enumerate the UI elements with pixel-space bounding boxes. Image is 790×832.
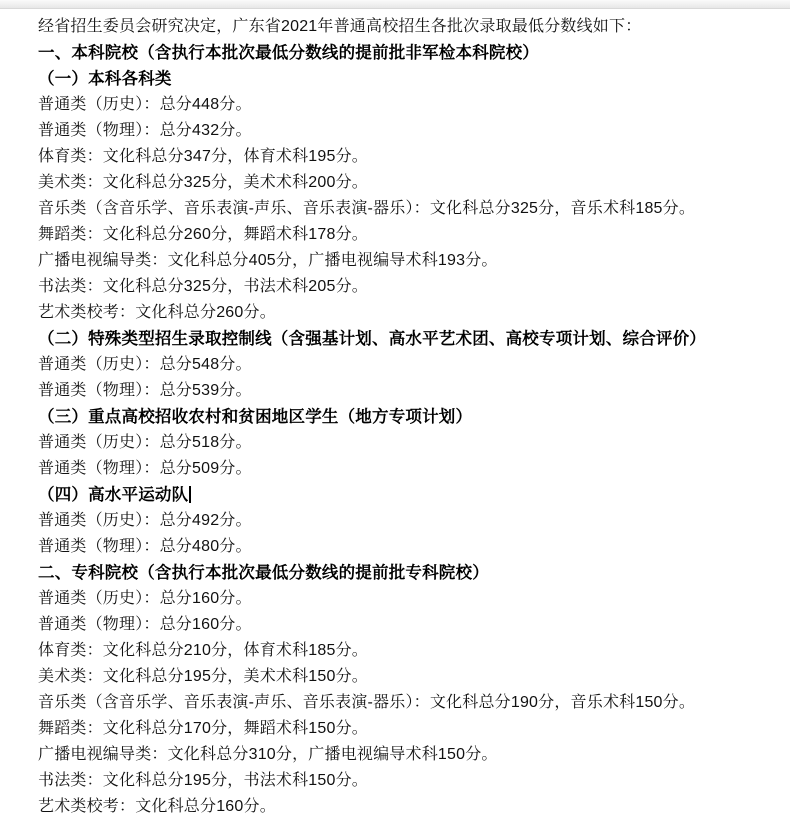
subsection-heading-text: （一）本科各科类 [38,70,172,88]
score-line [38,352,780,378]
score-line [38,638,780,664]
subsection-heading [38,326,780,352]
section-heading-text: 二、专科院校（含执行本批次最低分数线的提前批专科院校） [38,564,489,582]
score-line [38,170,780,196]
score-line-text: 艺术类校考：文化科总分160分。 [38,798,276,815]
subsection-heading [38,404,780,430]
score-line [38,768,780,794]
score-line [38,716,780,742]
score-line-text: 艺术类校考：文化科总分260分。 [38,304,276,321]
score-line-text: 音乐类（含音乐学、音乐表演-声乐、音乐表演-器乐）：文化科总分325分，音乐术科185分。 [38,200,696,217]
score-line-text: 普通类（历史）：总分518分。 [38,434,252,451]
subsection-heading [38,482,780,508]
text-caret [189,486,191,503]
subsection-heading-text: （三）重点高校招收农村和贫困地区学生（地方专项计划） [38,408,473,426]
score-line-text: 普通类（物理）：总分432分。 [38,122,252,139]
score-line-text: 普通类（历史）：总分548分。 [38,356,252,373]
score-line-text: 广播电视编导类：文化科总分405分，广播电视编导术科193分。 [38,252,498,269]
score-line [38,794,780,820]
score-line [38,92,780,118]
score-line-text: 体育类：文化科总分210分，体育术科185分。 [38,642,368,659]
score-line-text: 普通类（历史）：总分492分。 [38,512,252,529]
score-line-text: 普通类（物理）：总分539分。 [38,382,252,399]
score-line [38,300,780,326]
score-line-text: 书法类：文化科总分325分，书法术科205分。 [38,278,368,295]
score-line [38,274,780,300]
score-line-text: 书法类：文化科总分195分，书法术科150分。 [38,772,368,789]
intro-line [38,14,780,40]
score-line-text: 美术类：文化科总分195分，美术术科150分。 [38,668,368,685]
score-line [38,430,780,456]
score-line [38,586,780,612]
score-line [38,144,780,170]
score-line-text: 普通类（物理）：总分160分。 [38,616,252,633]
score-line-text: 音乐类（含音乐学、音乐表演-声乐、音乐表演-器乐）：文化科总分190分，音乐术科150分。 [38,694,696,711]
score-line [38,690,780,716]
section-heading [38,560,780,586]
intro-line-text: 经省招生委员会研究决定，广东省2021年普通高校招生各批次录取最低分数线如下： [38,18,642,35]
score-line-text: 舞蹈类：文化科总分260分，舞蹈术科178分。 [38,226,368,243]
score-line-text: 广播电视编导类：文化科总分310分，广播电视编导术科150分。 [38,746,498,763]
score-line [38,456,780,482]
score-line [38,222,780,248]
score-line-text: 体育类：文化科总分347分，体育术科195分。 [38,148,368,165]
section-heading [38,40,780,66]
document-content[interactable] [0,9,790,820]
score-line-text: 普通类（物理）：总分480分。 [38,538,252,555]
score-line [38,508,780,534]
subsection-heading-text: （四）高水平运动队 [38,486,189,504]
subsection-heading-text: （二）特殊类型招生录取控制线（含强基计划、高水平艺术团、高校专项计划、综合评价） [38,330,706,348]
score-line-text: 普通类（物理）：总分509分。 [38,460,252,477]
score-line [38,664,780,690]
score-line [38,196,780,222]
score-line [38,534,780,560]
score-line [38,378,780,404]
score-line [38,248,780,274]
score-line-text: 美术类：文化科总分325分，美术术科200分。 [38,174,368,191]
score-line [38,612,780,638]
score-line-text: 普通类（历史）：总分160分。 [38,590,252,607]
score-line [38,742,780,768]
score-line-text: 舞蹈类：文化科总分170分，舞蹈术科150分。 [38,720,368,737]
score-line [38,118,780,144]
section-heading-text: 一、本科院校（含执行本批次最低分数线的提前批非军检本科院校） [38,44,539,62]
score-line-text: 普通类（历史）：总分448分。 [38,96,252,113]
window-top-edge [0,0,790,9]
subsection-heading [38,66,780,92]
